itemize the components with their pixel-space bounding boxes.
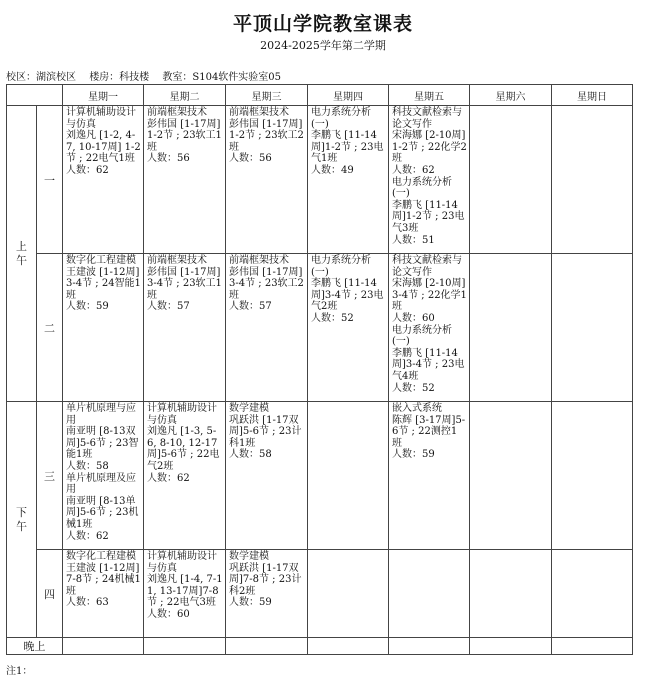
course-line: 宋海娜 [2-10周]1-2节 ; 22化学2班 bbox=[392, 130, 467, 165]
course-cell bbox=[144, 254, 226, 402]
block-morning-label: 上 午 bbox=[16, 239, 27, 267]
course-line: 人数：57 bbox=[147, 301, 190, 313]
course-line: 计算机辅助设计与仿真 bbox=[66, 107, 136, 130]
course-line: 彭伟国 [1-17周]1-2节 ; 23软工2班 bbox=[229, 118, 304, 153]
empty-cell bbox=[63, 638, 144, 655]
course-line: 单片机原理及应用 bbox=[66, 472, 136, 496]
period-label-3: 三 bbox=[37, 402, 63, 550]
course-line: 李鹏飞 [11-14周]3-4节 ; 23电气4班 bbox=[392, 347, 465, 382]
course-line: 彭伟国 [1-17周]1-2节 ; 23软工1班 bbox=[147, 118, 222, 153]
room-info bbox=[6, 68, 291, 83]
evening-row bbox=[7, 638, 633, 655]
course-cell bbox=[470, 550, 552, 638]
day-header-tue: 星期二 bbox=[144, 85, 226, 106]
course-line: 人数：60 bbox=[392, 312, 435, 324]
corner-cell bbox=[7, 85, 63, 106]
course-line: 人数：62 bbox=[392, 164, 435, 176]
course-line: 计算机辅助设计与仿真 bbox=[147, 403, 217, 426]
course-line: 数字化工程建模 bbox=[66, 255, 136, 266]
course-cell bbox=[389, 402, 470, 550]
footnote: 注1： bbox=[6, 666, 33, 677]
period-label-2: 二 bbox=[37, 254, 63, 402]
course-cell bbox=[226, 550, 308, 638]
course-line: 前端框架技术 bbox=[147, 255, 207, 266]
course-line: 南亚明 [8-13双周]5-6节 ; 23智能1班 bbox=[66, 426, 139, 461]
course-line: 李鹏飞 [11-14周]3-4节 ; 23电气2班 bbox=[311, 278, 384, 313]
day-header-sat: 星期六 bbox=[470, 85, 552, 106]
course-line: 嵌入式系统 bbox=[392, 403, 442, 414]
period-row-4 bbox=[7, 550, 633, 638]
course-line: 南亚明 [8-13单周]5-6节 ; 23机械1班 bbox=[66, 495, 139, 530]
course-line: 人数：58 bbox=[66, 460, 109, 472]
timetable bbox=[6, 84, 633, 655]
course-line: 电力系统分析(一) bbox=[392, 324, 452, 348]
empty-cell bbox=[144, 638, 226, 655]
course-line: 人数：62 bbox=[66, 164, 109, 176]
day-header-sun: 星期日 bbox=[552, 85, 633, 106]
course-cell bbox=[144, 550, 226, 638]
page-title: 平顶山学院教室课表 bbox=[232, 13, 413, 35]
course-cell bbox=[389, 106, 470, 254]
course-line: 巩跃洪 [1-17双周]7-8节 ; 23计科2班 bbox=[229, 562, 302, 597]
day-header-mon: 星期一 bbox=[63, 85, 144, 106]
period-label-4: 四 bbox=[37, 550, 63, 638]
block-evening: 晚上 bbox=[7, 638, 63, 655]
course-line: 人数：59 bbox=[66, 301, 109, 313]
course-cell bbox=[308, 254, 389, 402]
course-line: 电力系统分析(一) bbox=[392, 176, 452, 200]
course-line: 人数：57 bbox=[229, 301, 272, 313]
course-cell bbox=[552, 106, 633, 254]
period-row-3 bbox=[7, 402, 633, 550]
course-line: 刘逸凡 [1-3, 5-6, 8-10, 12-17周]5-6节 ; 22电气2班 bbox=[147, 426, 220, 472]
course-line: 科技文献检索与论文写作 bbox=[392, 107, 462, 130]
period-row-1 bbox=[7, 106, 633, 254]
course-line: 人数：49 bbox=[311, 164, 354, 176]
course-cell bbox=[63, 106, 144, 254]
course-cell bbox=[552, 254, 633, 402]
block-morning bbox=[7, 106, 37, 402]
day-header-fri: 星期五 bbox=[389, 85, 470, 106]
course-line: 前端框架技术 bbox=[229, 107, 289, 118]
course-line: 前端框架技术 bbox=[229, 255, 289, 266]
course-line: 王建波 [1-12周]3-4节 ; 24智能1班 bbox=[66, 266, 141, 301]
empty-cell bbox=[308, 638, 389, 655]
course-line: 人数：62 bbox=[66, 530, 109, 542]
course-line: 人数：63 bbox=[66, 597, 109, 609]
period-row-2 bbox=[7, 254, 633, 402]
campus-label: 校区：湖滨校区 bbox=[6, 72, 76, 83]
course-line: 单片机原理与应用 bbox=[66, 403, 136, 426]
course-line: 人数：56 bbox=[229, 153, 272, 165]
course-cell bbox=[226, 402, 308, 550]
course-line: 人数：52 bbox=[311, 312, 354, 324]
semester-subtitle: 2024-2025学年第二学期 bbox=[260, 39, 386, 52]
course-line: 数字化工程建模 bbox=[66, 551, 136, 562]
course-line: 人数：59 bbox=[229, 597, 272, 609]
course-line: 人数：56 bbox=[147, 153, 190, 165]
course-cell bbox=[470, 402, 552, 550]
course-line: 王建波 [1-12周]7-8节 ; 24机械1班 bbox=[66, 562, 141, 597]
course-line: 人数：52 bbox=[392, 382, 435, 394]
day-header-thu: 星期四 bbox=[308, 85, 389, 106]
course-cell bbox=[552, 402, 633, 550]
course-cell bbox=[470, 254, 552, 402]
course-line: 数学建模 bbox=[229, 403, 269, 414]
header-row bbox=[7, 85, 633, 106]
course-cell bbox=[226, 254, 308, 402]
course-line: 李鹏飞 [11-14周]1-2节 ; 23电气3班 bbox=[392, 199, 465, 234]
course-line: 彭伟国 [1-17周]3-4节 ; 23软工2班 bbox=[229, 266, 304, 301]
course-cell bbox=[226, 106, 308, 254]
course-cell bbox=[308, 402, 389, 550]
course-line: 巩跃洪 [1-17双周]5-6节 ; 23计科1班 bbox=[229, 414, 302, 449]
course-line: 人数：59 bbox=[392, 449, 435, 461]
period-label-1: 一 bbox=[37, 106, 63, 254]
course-line: 李鹏飞 [11-14周]1-2节 ; 23电气1班 bbox=[311, 130, 384, 165]
course-line: 前端框架技术 bbox=[147, 107, 207, 118]
course-line: 人数：58 bbox=[229, 449, 272, 461]
course-line: 科技文献检索与论文写作 bbox=[392, 255, 462, 278]
course-line: 人数：62 bbox=[147, 472, 190, 484]
course-line: 陈辉 [3-17周]5-6节 ; 22测控1班 bbox=[392, 414, 466, 449]
empty-cell bbox=[389, 638, 470, 655]
course-line: 计算机辅助设计与仿真 bbox=[147, 551, 217, 574]
course-cell bbox=[308, 106, 389, 254]
course-cell bbox=[389, 254, 470, 402]
course-line: 电力系统分析(一) bbox=[311, 107, 371, 130]
building-label: 楼房：科技楼 bbox=[89, 72, 150, 83]
course-line: 彭伟国 [1-17周]3-4节 ; 23软工1班 bbox=[147, 266, 222, 301]
course-cell bbox=[389, 550, 470, 638]
course-cell bbox=[63, 254, 144, 402]
empty-cell bbox=[470, 638, 552, 655]
room-label: 教室：S104软件实验室05 bbox=[162, 72, 282, 83]
course-cell bbox=[63, 550, 144, 638]
course-line: 刘逸凡 [1-2, 4-7, 10-17周] 1-2节 ; 22电气1班 bbox=[66, 130, 141, 165]
block-afternoon-label: 下 午 bbox=[16, 505, 27, 533]
course-cell bbox=[144, 402, 226, 550]
empty-cell bbox=[226, 638, 308, 655]
course-cell bbox=[144, 106, 226, 254]
course-line: 数学建模 bbox=[229, 551, 269, 562]
course-cell bbox=[308, 550, 389, 638]
course-line: 刘逸凡 [1-4, 7-11, 13-17周]7-8节 ; 22电气3班 bbox=[147, 574, 223, 609]
course-line: 人数：51 bbox=[392, 234, 435, 246]
day-header-wed: 星期三 bbox=[226, 85, 308, 106]
course-line: 人数：60 bbox=[147, 608, 190, 620]
course-cell bbox=[470, 106, 552, 254]
course-cell bbox=[63, 402, 144, 550]
empty-cell bbox=[552, 638, 633, 655]
course-line: 宋海娜 [2-10周]3-4节 ; 22化学1班 bbox=[392, 278, 467, 313]
block-afternoon bbox=[7, 402, 37, 638]
course-cell bbox=[552, 550, 633, 638]
course-line: 电力系统分析(一) bbox=[311, 255, 371, 278]
